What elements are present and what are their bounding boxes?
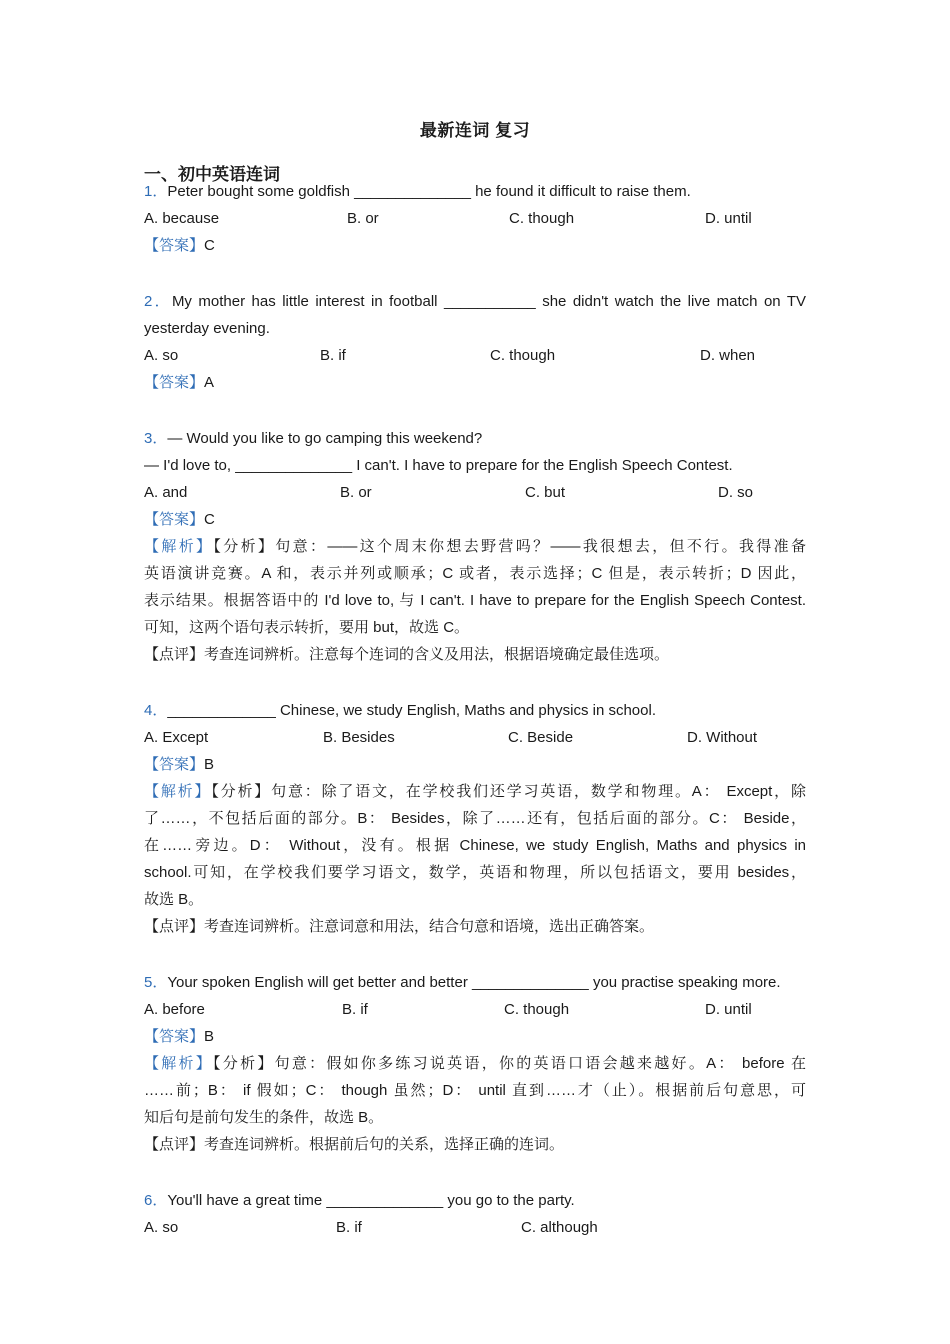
question-3 xyxy=(144,425,806,452)
options-row xyxy=(144,996,806,1023)
analysis-line: 知后句是前句发生的条件，故选 B。 xyxy=(144,1109,384,1126)
analysis-line: 【解析】【分析】句意：假如你多练习说英语，你的英语口语会越来越好。A： before 在 xyxy=(144,1055,806,1072)
answer-value: A xyxy=(204,374,215,391)
option-b: B. or xyxy=(347,210,379,227)
analysis-line: 故选 B。 xyxy=(144,891,204,908)
option-d: D. so xyxy=(718,484,754,501)
question-4 xyxy=(144,697,806,724)
analysis-line: 表示结果。根据答语中的 I'd love to, 与 I can't. I have to prepare for the English Speech Contest. xyxy=(144,592,806,609)
answer-tag: 【答案】 xyxy=(144,511,205,528)
comment-line: 【点评】考查连词辨析。根据前后句的关系，选择正确的连词。 xyxy=(144,1136,565,1153)
question-number: 2． xyxy=(144,293,172,310)
comment-line: 【点评】考查连词辨析。注意词意和用法，结合句意和语境，选出正确答案。 xyxy=(144,918,655,935)
option-c: C. though xyxy=(490,347,556,364)
question-number: 3． xyxy=(144,430,168,447)
section-heading: 一、初中英语连词 xyxy=(144,165,280,184)
analysis-line: 【解析】【分析】句意：除了语文，在学校我们还学习英语，数学和物理。A： Except，除 xyxy=(144,783,806,800)
option-d: D. when xyxy=(700,347,756,364)
question-list xyxy=(144,178,806,1241)
option-c: C. though xyxy=(509,210,575,227)
option-c: C. although xyxy=(521,1219,598,1236)
analysis-line: 【解析】【分析】句意：——这个周末你想去野营吗？——我很想去，但不行。我得准备 xyxy=(144,538,806,555)
answer-tag: 【答案】 xyxy=(144,1028,205,1045)
option-c: C. though xyxy=(504,1001,570,1018)
option-a: A. because xyxy=(144,210,220,227)
answer-value: B xyxy=(204,756,215,773)
analysis-line: 了……，不包括后面的部分。B： Besides，除了……还有，包括后面的部分。C： Beside， xyxy=(144,810,806,827)
option-b: B. if xyxy=(320,347,346,364)
answer-line xyxy=(144,751,806,778)
options-row xyxy=(144,1214,806,1241)
analysis-tag: 【解析】 xyxy=(144,538,214,555)
analysis-tag: 【解析】 xyxy=(144,783,212,800)
question-text: My mother has little interest in football ___________ she didn't watch the live match on TV xyxy=(171,293,806,310)
option-b: B. or xyxy=(340,484,372,501)
question-text: Your spoken English will get better and better ______________ you practise speaking more. xyxy=(167,974,781,991)
question-text: — Would you like to go camping this weekend? xyxy=(167,430,483,447)
question-text: You'll have a great time ______________ you go to the party. xyxy=(167,1192,575,1209)
analysis-line: 英语演讲竞赛。A 和，表示并列或顺承；C 或者，表示选择；C 但是，表示转折；D 因此， xyxy=(144,565,806,582)
analysis-line: 可知，这两个语句表示转折，要用 but，故选 C。 xyxy=(144,619,470,636)
question-2 xyxy=(144,288,806,315)
question-text-cont: yesterday evening. xyxy=(144,320,270,337)
option-a: A. so xyxy=(144,347,179,364)
option-b: B. Besides xyxy=(323,729,395,746)
question-number: 5． xyxy=(144,974,168,991)
answer-line xyxy=(144,369,806,396)
option-c: C. Beside xyxy=(508,729,574,746)
option-c: C. but xyxy=(525,484,566,501)
question-text: _____________ Chinese, we study English, Maths and physics in school. xyxy=(167,702,656,719)
analysis-line: ……前；B： if 假如；C： though 虽然；D： until 直到……才（止）。根据前后句意思，可 xyxy=(144,1082,806,1099)
analysis-tag: 【解析】 xyxy=(144,1055,214,1072)
analysis-line: school.可知，在学校我们要学习语文，数学，英语和物理，所以包括语文，要用 besides， xyxy=(144,864,806,881)
option-a: A. and xyxy=(144,484,188,501)
option-b: B. if xyxy=(342,1001,368,1018)
answer-value: C xyxy=(204,511,215,528)
comment-line: 【点评】考查连词辨析。注意每个连词的含义及用法，根据语境确定最佳选项。 xyxy=(144,646,670,663)
answer-value: B xyxy=(204,1028,215,1045)
question-number: 4． xyxy=(144,702,168,719)
option-a: A. Except xyxy=(144,729,209,746)
analysis-line: 在……旁边。D： Without，没有。根据 Chinese, we study English, Maths and physics in xyxy=(144,837,806,854)
options-row xyxy=(144,479,806,506)
answer-line xyxy=(144,506,806,533)
page-title: 最新连词 复习 xyxy=(419,121,531,140)
option-a: A. before xyxy=(144,1001,205,1018)
question-text: Peter bought some goldfish ______________ he found it difficult to raise them. xyxy=(167,183,691,200)
option-a: A. so xyxy=(144,1219,179,1236)
option-d: D. until xyxy=(705,210,752,227)
question-number: 1． xyxy=(144,183,168,200)
question-text-cont: — I'd love to, ______________ I can't. I have to prepare for the English Speech Contest. xyxy=(144,457,733,474)
option-d: D. Without xyxy=(687,729,758,746)
answer-tag: 【答案】 xyxy=(144,756,205,773)
options-row xyxy=(144,342,806,369)
answer-value: C xyxy=(204,237,215,254)
answer-tag: 【答案】 xyxy=(144,374,205,391)
options-row xyxy=(144,205,806,232)
answer-line xyxy=(144,1023,806,1050)
question-number: 6． xyxy=(144,1192,168,1209)
question-1 xyxy=(144,178,806,205)
question-5 xyxy=(144,969,806,996)
question-6 xyxy=(144,1187,806,1214)
answer-tag: 【答案】 xyxy=(144,237,205,254)
options-row xyxy=(144,724,806,751)
answer-line xyxy=(144,232,806,259)
option-d: D. until xyxy=(705,1001,752,1018)
option-b: B. if xyxy=(336,1219,362,1236)
